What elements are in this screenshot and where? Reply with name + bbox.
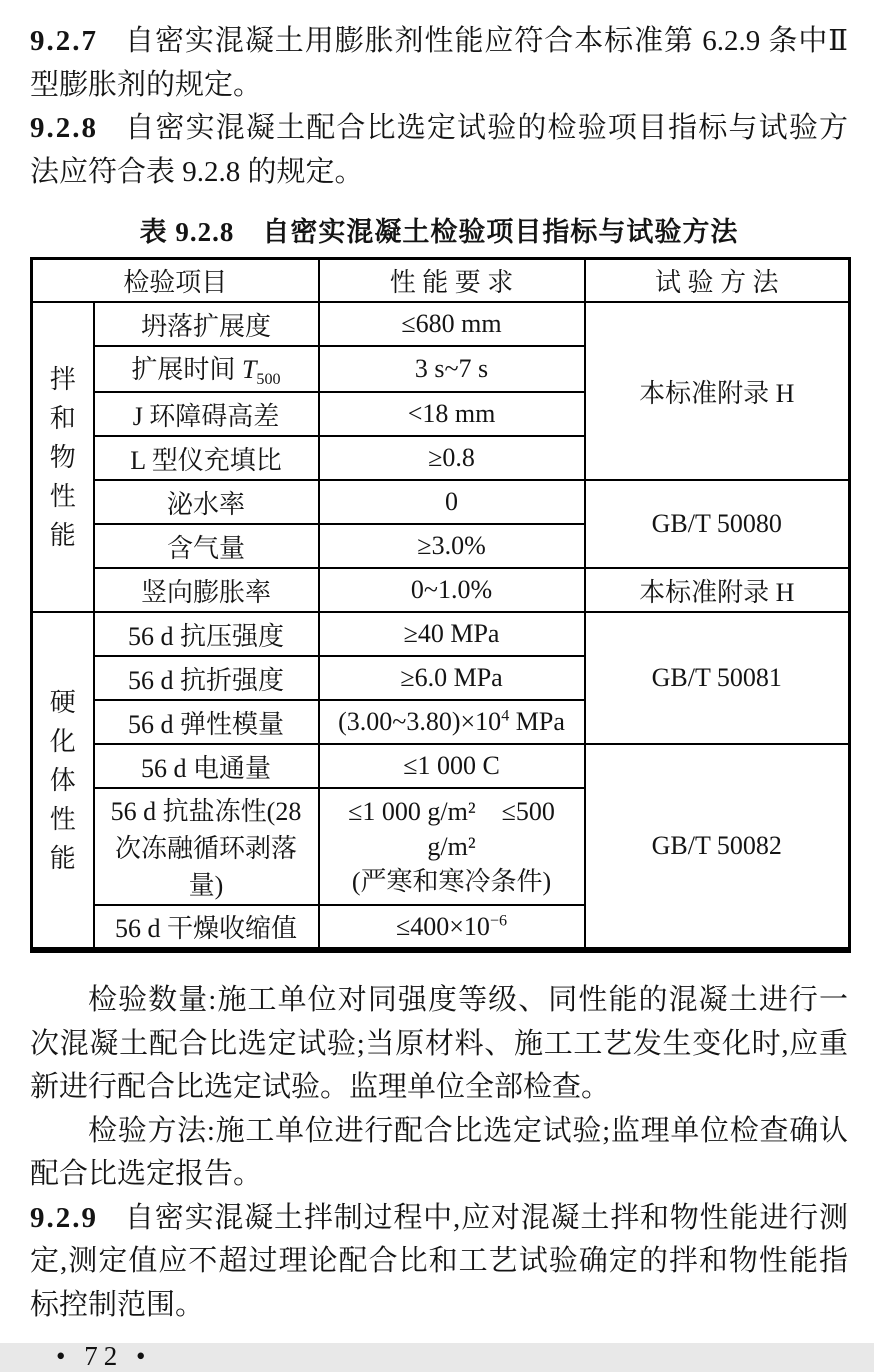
table-header-row — [32, 259, 850, 303]
requirement-cell: <18 mm — [319, 392, 585, 436]
group-label: 硬化体性能 — [49, 687, 76, 873]
requirement-cell: 3 s~7 s — [319, 346, 585, 392]
table-row — [32, 744, 850, 788]
requirement-cell: ≤1 000 C — [319, 744, 585, 788]
item-cell: J 环障碍高差 — [94, 392, 319, 436]
method-cell: GB/T 50082 — [585, 744, 850, 950]
req-superscript: −6 — [489, 912, 508, 930]
section-9-2-9 — [30, 1197, 848, 1328]
item-text: 扩展时间 — [131, 355, 242, 384]
item-subscript: 500 — [256, 371, 281, 389]
item-cell — [94, 346, 319, 392]
method-cell: GB/T 50081 — [585, 612, 850, 744]
item-symbol: T — [241, 355, 257, 384]
section-9-2-7 — [30, 20, 848, 107]
item-cell: L 型仪充填比 — [94, 436, 319, 480]
requirement-cell: ≤680 mm — [319, 302, 585, 346]
table-row — [32, 480, 850, 524]
group-cell-hardened — [32, 612, 94, 950]
req-line-2: (严寒和寒冷条件) — [351, 867, 552, 897]
requirement-cell — [319, 905, 585, 950]
table-row — [32, 568, 850, 612]
item-cell: 56 d 弹性模量 — [94, 700, 319, 744]
header-cell-item: 检验项目 — [32, 259, 319, 303]
item-cell: 56 d 抗盐冻性(28 次冻融循环剥落量) — [94, 788, 319, 905]
section-text: 自密实混凝土配合比选定试验的检验项目指标与试验方法应符合表 9.2.8 的规定。 — [30, 112, 848, 188]
table-caption: 表 9.2.8 自密实混凝土检验项目指标与试验方法 — [139, 217, 739, 247]
section-text: 自密实混凝土用膨胀剂性能应符合本标准第 6.2.9 条中Ⅱ型膨胀剂的规定。 — [30, 25, 848, 101]
requirement-cell: ≥0.8 — [319, 436, 585, 480]
item-cell: 竖向膨胀率 — [94, 568, 319, 612]
group-cell-mix — [32, 302, 94, 612]
item-cell: 56 d 抗压强度 — [94, 612, 319, 656]
req-line-1: ≤1 000 g/m² ≤500 g/m² — [348, 797, 555, 862]
group-label: 拌和物性能 — [49, 364, 76, 550]
item-cell: 含气量 — [94, 524, 319, 568]
requirement-cell — [319, 788, 585, 905]
table-row — [32, 612, 850, 656]
requirement-cell: 0 — [319, 480, 585, 524]
note-quantity: 检验数量:施工单位对同强度等级、同性能的混凝土进行一次混凝土配合比选定试验;当原材料、施工工艺发生变化时,应重新进行配合比选定试验。监理单位全部检查。 — [30, 984, 848, 1104]
footer-page-number: • 72 • — [56, 1341, 152, 1372]
requirement-cell: ≥40 MPa — [319, 612, 585, 656]
requirement-cell — [319, 700, 585, 744]
req-text: ≤400×10 — [395, 911, 490, 941]
section-number: 9.2.9 — [30, 1201, 98, 1234]
item-cell: 泌水率 — [94, 480, 319, 524]
item-cell: 坍落扩展度 — [94, 302, 319, 346]
method-cell: 本标准附录 H — [585, 302, 850, 480]
requirement-cell: ≥6.0 MPa — [319, 656, 585, 700]
header-cell-requirement: 性 能 要 求 — [319, 259, 585, 303]
section-9-2-8 — [30, 107, 848, 194]
req-unit: MPa — [509, 707, 565, 737]
item-cell: 56 d 抗折强度 — [94, 656, 319, 700]
method-cell: GB/T 50080 — [585, 480, 850, 568]
section-text: 自密实混凝土拌制过程中,应对混凝土拌和物性能进行测定,测定值应不超过理论配合比和工艺试验确定的拌和物性能指标控制范围。 — [30, 1201, 848, 1321]
method-cell: 本标准附录 H — [585, 568, 850, 612]
item-cell: 56 d 电通量 — [94, 744, 319, 788]
req-superscript: 4 — [501, 707, 510, 725]
table-row — [32, 302, 850, 346]
header-cell-method: 试 验 方 法 — [585, 259, 850, 303]
requirement-cell: 0~1.0% — [319, 568, 585, 612]
section-number: 9.2.7 — [30, 25, 98, 57]
spec-table — [30, 257, 851, 953]
note-method: 检验方法:施工单位进行配合比选定试验;监理单位检查确认配合比选定报告。 — [30, 1114, 848, 1191]
item-cell: 56 d 干燥收缩值 — [94, 905, 319, 950]
section-number: 9.2.8 — [30, 112, 98, 144]
req-text: (3.00~3.80)×10 — [338, 707, 502, 737]
requirement-cell: ≥3.0% — [319, 524, 585, 568]
